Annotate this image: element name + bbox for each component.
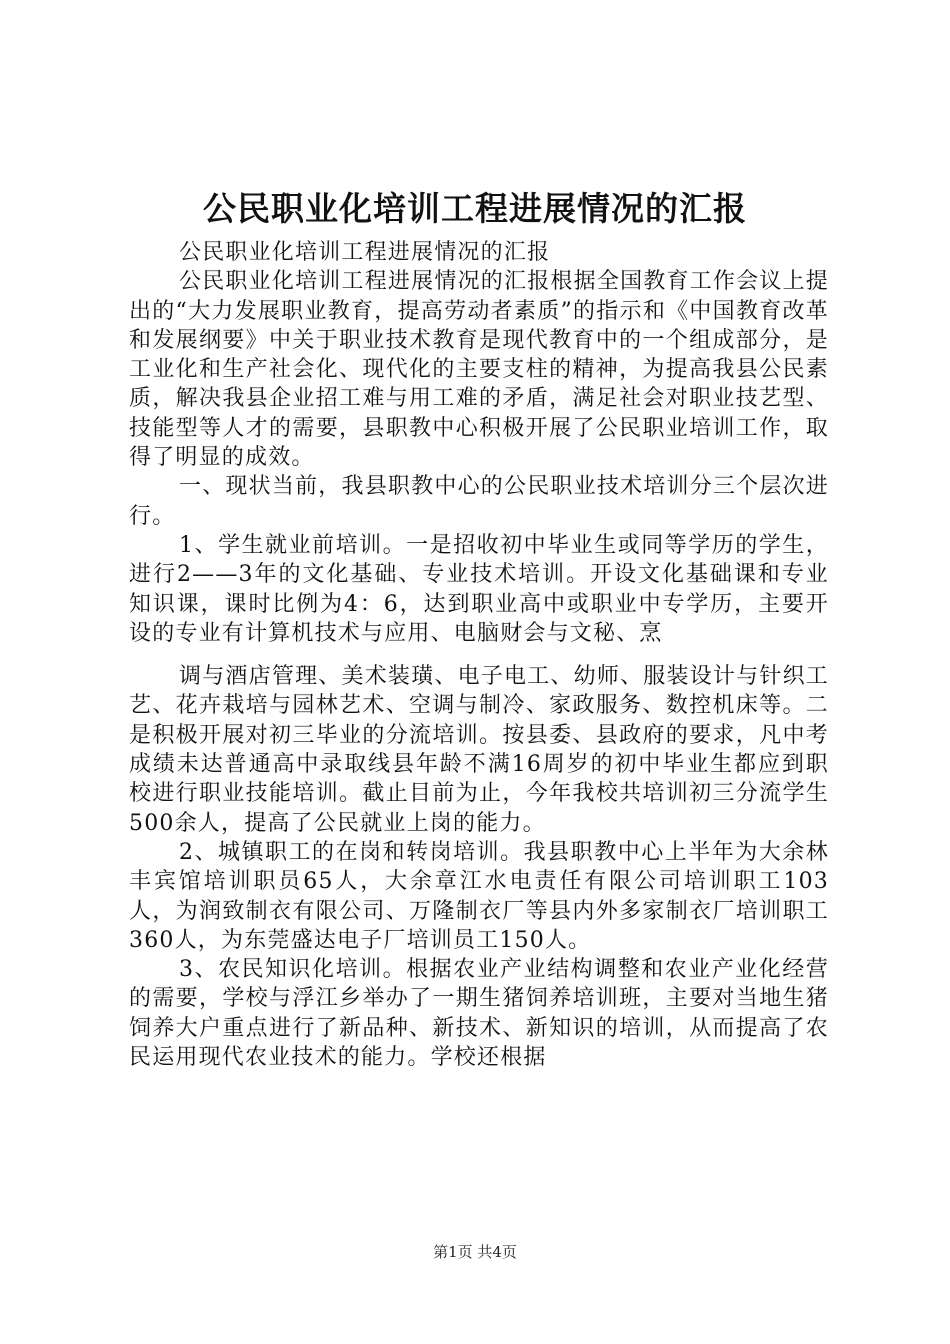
- document-title: 公民职业化培训工程进展情况的汇报: [203, 189, 747, 228]
- paragraph-farmer-training: 3、农民知识化培训。根据农业产业结构调整和农业产业化经营的需要，学校与浮江乡举办了一期生猪饲养培训班，主要对当地生猪饲养大户重点进行了新品种、新技术、新知识的培训，从而提高了农民运用现代农业技术的能力。学校还根据: [129, 957, 829, 1071]
- paragraph-intro: 公民职业化培训工程进展情况的汇报根据全国教育工作会议上提出的“大力发展职业教育，提高劳动者素质”的指示和《中国教育改革和发展纲要》中关于职业技术教育是现代教育中的一个组成部分，是工业化和生产社会化、现代化的主要支柱的精神，为提高我县公民素质，解决我县企业招工难与用工难的矛盾，满足社会对职业技艺型、技能型等人才的需要，县职教中心积极开展了公民职业培训工作，取得了明显的成效。: [129, 269, 829, 471]
- paragraph-student-training-continued: 调与酒店管理、美术装璜、电子电工、幼师、服装设计与针织工艺、花卉栽培与园林艺术、空调与制冷、家政服务、数控机床等。二是积极开展对初三毕业的分流培训。按县委、县政府的要求，凡中考成绩未达普通高中录取线县年龄不满16周岁的初中毕业生都应到职校进行职业技能培训。截止目前为止，今年我校共培训初三分流学生500余人，提高了公民就业上岗的能力。: [129, 664, 829, 836]
- page-number-footer: 第1页 共4页: [433, 1243, 517, 1261]
- document-subtitle: 公民职业化培训工程进展情况的汇报: [179, 240, 551, 265]
- document-body: [129, 238, 829, 1072]
- paragraph-worker-training: 2、城镇职工的在岗和转岗培训。我县职教中心上半年为大余林丰宾馆培训职员65人，大余章江水电责任有限公司培训职工103人，为润致制衣有限公司、万隆制衣厂等县内外多家制衣厂培训职工360人，为东莞盛达电子厂培训员工150人。: [129, 839, 829, 953]
- paragraph-status: 一、现状当前，我县职教中心的公民职业技术培训分三个层次进行。: [129, 474, 829, 529]
- paragraph-student-training: 1、学生就业前培训。一是招收初中毕业生或同等学历的学生，进行2——3年的文化基础、专业技术培训。开设文化基础课和专业知识课，课时比例为4：6，达到职业高中或职业中专学历，主要开设的专业有计算机技术与应用、电脑财会与文秘、烹: [129, 532, 829, 646]
